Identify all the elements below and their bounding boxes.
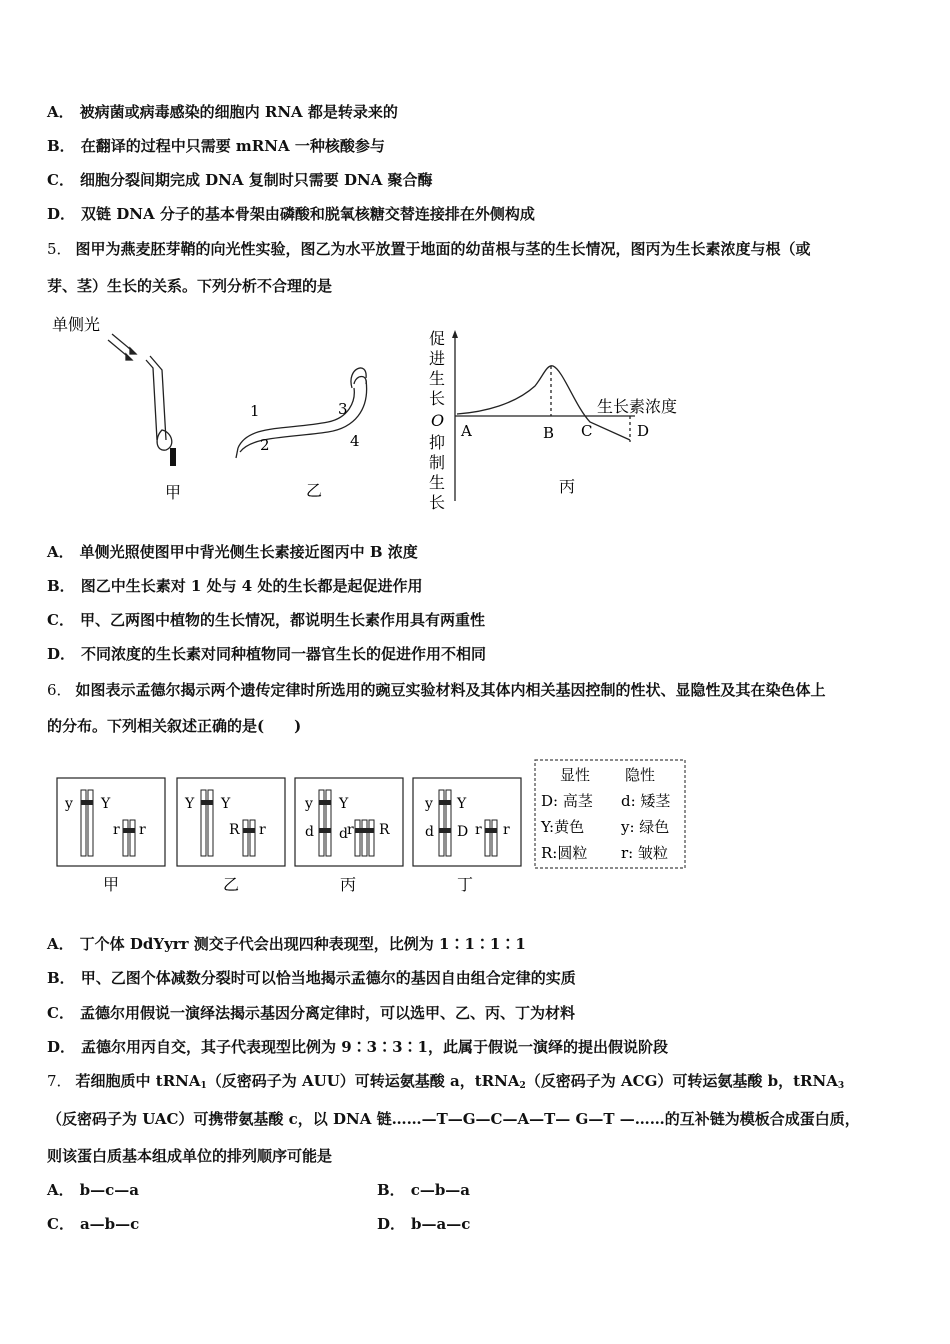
svg-text:r: r <box>113 822 120 838</box>
q5-option-c: C． 甲、乙两图中植物的生长情况，都说明生长素作用具有两重性 <box>47 611 485 629</box>
panel-yi <box>177 778 285 894</box>
q7-stem-line3: 则该蛋白质基本组成单位的排列顺序可能是 <box>47 1147 333 1165</box>
svg-text:D: 高茎: D: 高茎 <box>541 792 593 810</box>
svg-text:抑: 抑 <box>429 433 446 452</box>
q7-option-d: D． b—a—c <box>377 1215 471 1233</box>
svg-text:y: y <box>305 796 313 812</box>
svg-text:y: y <box>65 796 73 812</box>
svg-text:生: 生 <box>429 369 446 388</box>
svg-text:d: d <box>339 826 348 842</box>
svg-text:R:圆粒: R:圆粒 <box>541 844 588 862</box>
q6-option-d: D． 孟德尔用丙自交，其子代表现型比例为 9∶3∶3∶1，此属于假说一演绎的提出假说阶段 <box>47 1038 668 1056</box>
svg-text:d: d <box>425 824 434 840</box>
svg-text:r: r <box>503 822 510 838</box>
q6-figure <box>55 758 695 898</box>
q4-option-b: B． 在翻译的过程中只需要 mRNA 一种核酸参与 <box>47 137 385 155</box>
label-4: 4 <box>350 432 360 450</box>
q7-option-b: B． c—b—a <box>377 1181 471 1199</box>
q7-stem-line2: （反密码子为 UAC）可携带氨基酸 c，以 DNA 链……—T—G—C—A—T— G—T —……的互补链为模板合成蛋白质， <box>47 1110 860 1128</box>
svg-text:r: r <box>259 822 266 838</box>
caption-jia: 甲 <box>103 875 120 894</box>
q5-option-a: A． 单侧光照使图甲中背光侧生长素接近图丙中 B 浓度 <box>47 543 418 561</box>
svg-text:r: 皱粒: r: 皱粒 <box>621 844 668 862</box>
svg-text:Y:黄色: Y:黄色 <box>541 818 585 836</box>
light-label: 单侧光 <box>52 315 101 334</box>
q4-option-c: C． 细胞分裂间期完成 DNA 复制时只需要 DNA 聚合酶 <box>47 171 433 189</box>
q7-option-a: A． b—c—a <box>47 1181 139 1199</box>
q4-option-a: A． 被病菌或病毒感染的细胞内 RNA 都是转录来的 <box>47 103 398 121</box>
svg-text:长: 长 <box>429 389 446 408</box>
svg-text:显性: 显性 <box>560 766 591 784</box>
svg-text:生: 生 <box>429 473 446 492</box>
svg-text:y: 绿色: y: 绿色 <box>621 818 670 836</box>
q5-option-b: B． 图乙中生长素对 1 处与 4 处的生长都是起促进作用 <box>47 577 423 595</box>
panel-jia <box>57 778 165 894</box>
point-d: D <box>637 422 650 440</box>
label-2: 2 <box>260 436 270 454</box>
svg-text:r: r <box>139 822 146 838</box>
q5-figure-bing <box>425 326 715 516</box>
svg-text:进: 进 <box>429 349 446 368</box>
point-b: B <box>543 424 555 442</box>
svg-text:Y: Y <box>221 796 231 812</box>
seed-block <box>170 448 176 466</box>
caption-yi: 乙 <box>306 481 323 500</box>
svg-text:制: 制 <box>429 453 446 472</box>
svg-text:y: y <box>425 796 433 812</box>
q5-stem-line2: 芽、茎）生长的关系。下列分析不合理的是 <box>47 277 333 295</box>
caption-ding: 丁 <box>457 875 474 894</box>
q4-option-d: D． 双链 DNA 分子的基本骨架由磷酸和脱氧核糖交替连接排在外侧构成 <box>47 205 535 223</box>
svg-text:r: r <box>475 822 482 838</box>
svg-text:R: R <box>229 822 240 838</box>
svg-text:隐性: 隐性 <box>625 766 656 784</box>
caption-jia: 甲 <box>165 483 182 502</box>
svg-text:Y: Y <box>101 796 111 812</box>
q7-stem-line1: 7． 若细胞质中 tRNA$_1$（反密码子为 AUU）可转运氨基酸 a，tRNA$_2$（反密码子为 ACG）可转运氨基酸 b，tRNA$_3$ <box>47 1072 845 1091</box>
svg-text:Y: Y <box>339 796 349 812</box>
svg-text:O: O <box>431 411 445 430</box>
q5-stem-line1: 5． 图甲为燕麦胚芽鞘的向光性实验，图乙为水平放置于地面的幼苗根与茎的生长情况，图丙为生长素浓度与根（或 <box>47 240 811 258</box>
q5-figure-jia <box>50 310 200 510</box>
svg-text:R: R <box>379 822 390 838</box>
svg-text:d: 矮茎: d: 矮茎 <box>621 792 671 810</box>
svg-text:D: D <box>457 824 469 840</box>
panel-ding <box>413 778 521 894</box>
q7-option-c: C． a—b—c <box>47 1215 140 1233</box>
svg-text:长: 长 <box>429 493 446 512</box>
svg-text:d: d <box>305 824 314 840</box>
point-a: A <box>461 422 472 440</box>
point-c: C <box>581 422 593 440</box>
q6-stem-line1: 6． 如图表示孟德尔揭示两个遗传定律时所选用的豌豆实验材料及其体内相关基因控制的性状、显隐性及其在染色体上 <box>47 681 826 699</box>
q6-option-b: B． 甲、乙图个体减数分裂时可以恰当地揭示孟德尔的基因自由组合定律的实质 <box>47 969 576 987</box>
q6-option-a: A． 丁个体 DdYyrr 测交子代会出现四种表现型，比例为 1∶1∶1∶1 <box>47 935 526 953</box>
svg-text:Y: Y <box>185 796 195 812</box>
q6-stem-line2: 的分布。下列相关叙述正确的是( ) <box>47 717 302 735</box>
y-axis-labels <box>429 329 445 512</box>
caption-yi: 乙 <box>223 875 240 894</box>
caption-bing: 丙 <box>559 477 576 496</box>
q6-option-c: C． 孟德尔用假说一演绎法揭示基因分离定律时，可以选甲、乙、丙、丁为材料 <box>47 1004 575 1022</box>
panel-bing <box>295 778 403 894</box>
svg-text:促: 促 <box>429 329 446 348</box>
q5-figure-yi <box>228 350 388 500</box>
label-1: 1 <box>250 402 260 420</box>
svg-text:r: r <box>347 822 354 838</box>
svg-text:Y: Y <box>457 796 467 812</box>
x-axis-label: 生长素浓度 <box>597 397 678 416</box>
caption-bing: 丙 <box>340 875 357 894</box>
label-3: 3 <box>338 400 348 418</box>
legend-box <box>535 760 685 868</box>
q5-option-d: D． 不同浓度的生长素对同种植物同一器官生长的促进作用不相同 <box>47 645 487 663</box>
